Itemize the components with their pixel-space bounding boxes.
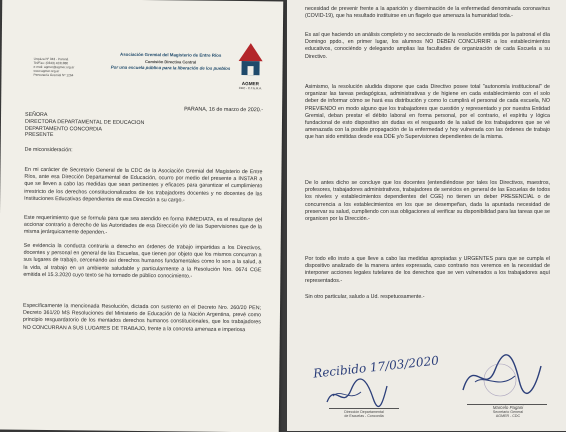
paragraph: Este requerimiento que se formula para que sea atendido en forma INMEDIATA, es el resultante del accionar contrario a derecho de las Autoridades de esa Dirección y/o de las Supervisiones que de la misma jerárquicamente dependen.- [23,214,262,237]
address-line: SEÑORA [25,111,48,119]
address-line: DEPARTAMENTO CONCORDIA [24,125,102,133]
paragraph: Se evidencia la conducta contraria a derecho en órdenes de trabajo impartidas a los Directivos, docentes y personal en general de las Escuelas, que tienen por objeto que los mismos concurran a sus lugares de trabajo, cercenando así derechos humanos fundamentales como lo son a la salud, a la vida, al trabajo en un ambiente saludable y particularmente a la Resolución Nro. 0674 CGE emitida el 15.3.2020 cuyo texto se ha tornado de público conocimiento.- [23,242,262,280]
paragraph: Por todo ello insto a que lleve a cabo las medidas apropiadas y URGENTES para que se cumpla el dispositivo analizado de la manera antes expresada, caso contrario nos veremos en la necesidad de interponer acciones legales tutelares de los derechos que se ven vulnerados a los trabajadores aquí representados.- [305,256,550,284]
contact-line: Urquiza Nº 943 - Paraná [33,56,69,62]
contact-line: Personería Gremial Nº 1264 [33,72,74,78]
stamp-line: Dirección Departamental [344,410,384,414]
committee-name: Comisión Directiva Central [145,59,197,65]
letter-date: PARANA, 16 de marzo de 2020.- [184,106,264,114]
recipient-address [25,112,145,140]
organization-block [96,52,246,72]
logo-subtext: CDC - C.T.E.R.A. [238,86,262,91]
address-line: DIRECTORA DEPARTAMENTAL DE EDUCACION [24,118,145,126]
paragraph: Sin otro particular, saludo a Ud. respetuosamente.- [305,294,425,300]
logo-label [234,81,266,90]
contact-block [33,57,87,78]
stamp-line: Secretario General [492,410,524,415]
stamp-line: Marcelo Pagani [492,405,524,410]
paragraph: Específicamente la mencionada Resolución, dictada con sustento en el Decreto Nro. 260/20 PEN; Decreto 361/20 MS Resoluciones del Ministerio de Educación de la Nación Argentina, prevé como principio resguardatorio de los mentados derechos humanos constitucionales, que los trabajadores NO CONCURRAN A SUS LUGARES DE TRABAJO, frente a la concreta amenaza e imperiosa [22,302,262,333]
paragraph: Es así que haciendo un análisis completo y no seccionado de la resolución emitida por la patronal el día Domingo ppdo., en primer lugar, los alumnos NO DEBEN CONCURRIR a los establecimientos educativos, conociéndo y delegando amplias las facultades de organización de cada Escuela a su Directivo. [305,32,550,60]
stamp-line: AGMER - CDC [495,414,521,419]
paragraph: En mi carácter de Secretario General de la CDC de la Asociación Gremial del Magisterio de Entre Ríos, ante esa Dirección Departamental de Educación, ocurro por medio del presente a INSTAR a que se lleven a cabo las medidas que sean pertinentes y eficaces para garantizar el cumplimiento irrestricto de los derechos constitucionalizados de los trabajadores docentes y no docentes de las Instituciones Educativas dependientes de esa Dirección a su cargo.- [24,166,263,204]
agmer-logo-icon [236,41,264,81]
organization-name: Asociación Gremial del Magisterio de Entre Ríos [120,51,222,58]
letterhead [23,35,269,91]
letter-page-2 [287,0,566,431]
paragraph: De lo antes dicho se concluye que los docentes (entendiéndose por tales los Directivos, maestros, profesores, trabajadores administrativos, trabajadores de servicios en general de las Escuelas de todos los niveles y establecimientos dependientes del CGE) no tienen un deber PRESENCIAL o de concurrencia a los establecimientos en los que se desempeñan, dada la apuntada necesidad de preservar su salud, cumpliendo con sus obligaciones al verificar su disponibilidad para las tareas que se organicen por la Dirección.- [305,180,550,223]
logo-text: AGMER [241,81,259,87]
paragraph: necesidad de prevenir frente a la aparición y diseminación de la enfermedad denominada coronavirus (COVID-19), que ha resultado instituirse en un flagelo que amenaza la humanidad toda.- [305,6,550,20]
signature-scribble-left-icon [321,372,391,412]
contact-line: www.agmer.org.ar [33,68,60,74]
stamp-line: de Escuelas - Concordia [344,414,384,419]
contact-line: e-mail: agmer@agmer.org.ar [33,64,75,70]
contact-line: Tel/Fax: (0343) 4231880 [33,60,69,66]
address-line: PRESENTE [24,132,54,139]
signature-line [329,408,399,409]
salutation: De miconsideración: [24,146,73,154]
received-handwritten-note: Recibido 17/03/2020 [312,353,440,381]
received-stamp [323,410,405,418]
signatory-stamp [463,406,553,419]
slogan: Por una escuela pública para la liberación de los pueblos [110,64,231,71]
paragraph: Asimismo, la resolución aludida dispone que cada Directivo posee total "autonomía institucional" de organizar las tareas pedagógicas, administrativas y de higiene en cada establecimiento con el solo deber de informar cómo se hará esa distribución y como lo cumplirá el personal de cada escuela, NO PREVIENDO en modo alguno que los trabajadores que cuestión y representado y por nuestra Entidad Gremial, deban prestar el débito laboral en forma personal, por el contrario, el espíritu y lógica fundacional de esto dispositivo sin dudas es el resguardo de la salud de los trabajadores que se vé amenazada con la posible propagación de la enfermedad y hoy vulnerada con las órdenes de trabajo que han sido emitidas desde esa DDE y/o Supervisiones dependientes de la misma. [305,84,550,141]
signature-scribble-right-icon [455,350,545,402]
